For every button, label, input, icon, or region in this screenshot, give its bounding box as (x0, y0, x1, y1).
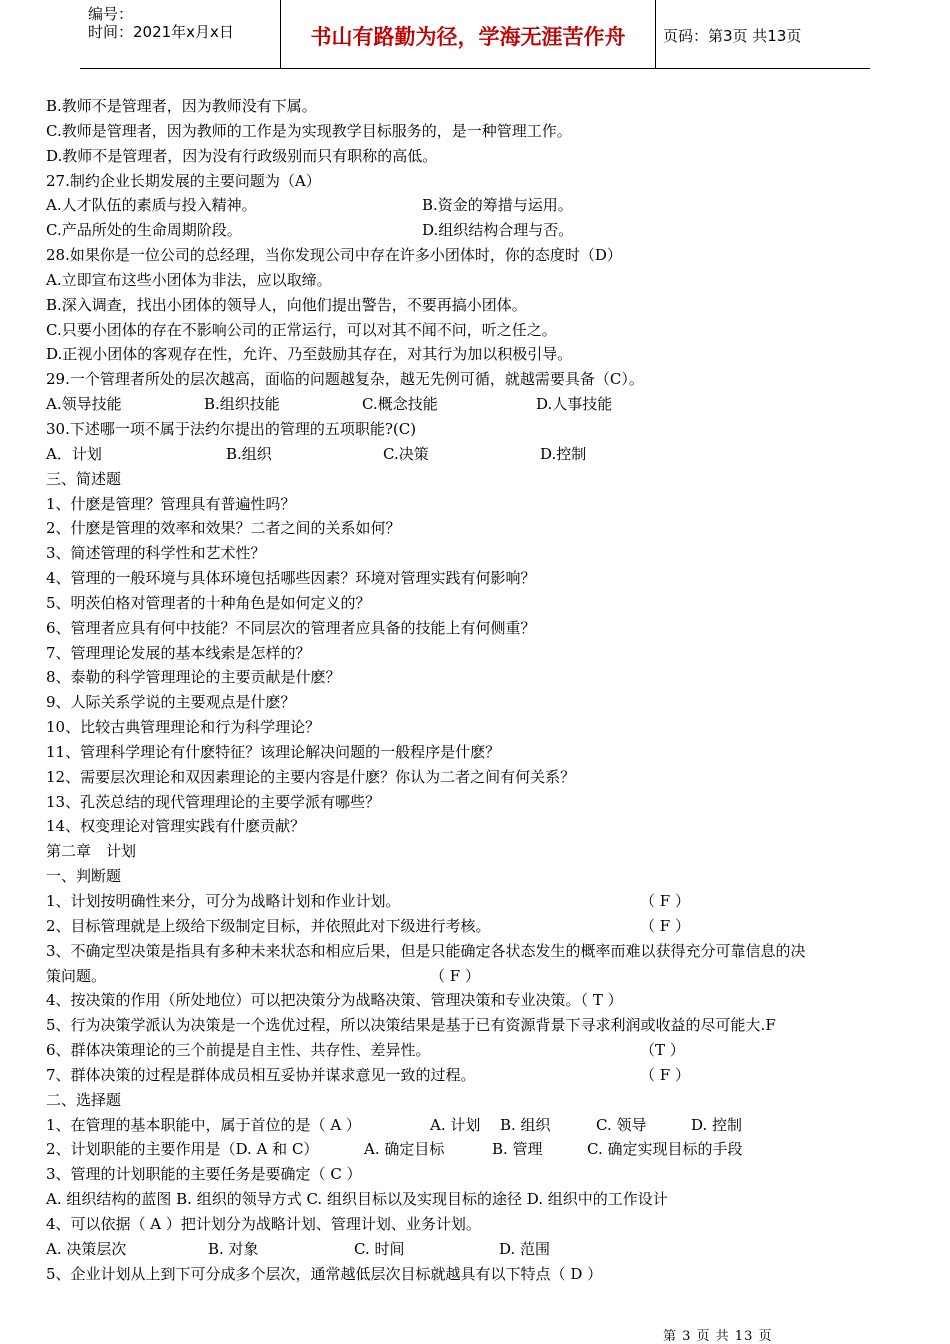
line-text: 4、按决策的作用（所处地位）可以把决策分为战略决策、管理决策和专业决策。（ T ） (46, 991, 623, 1010)
line-text: 11、管理科学理论有什麽特征？该理论解决问题的一般程序是什麽？ (46, 742, 501, 761)
line-option: A. 确定目标 (364, 1140, 445, 1159)
text-line (46, 1113, 906, 1138)
text-line (46, 1038, 906, 1063)
line-text: D.正视小团体的客观存在性，允许、乃至鼓励其存在，对其行为加以积极引导。 (46, 345, 573, 364)
text-line (46, 243, 906, 268)
text-line (46, 765, 906, 790)
line-text: 4、可以依据（ A ）把计划分为战略计划、管理计划、业务计划。 (46, 1214, 481, 1233)
line-option: C. 时间 (354, 1239, 405, 1258)
line-option: （ F ） (640, 916, 690, 935)
line-option: B. 对象 (208, 1239, 259, 1258)
line-option: C. 确定实现目标的手段 (587, 1140, 743, 1159)
text-line (46, 964, 906, 989)
text-line (46, 119, 906, 144)
line-text: 3、简述管理的科学性和艺术性？ (46, 544, 266, 563)
line-option: D.人事技能 (536, 395, 613, 414)
line-text: 5、行为决策学派认为决策是一个选优过程，所以决策结果是基于已有资源背景下寻求利润或收益的尽可能大.F (46, 1016, 776, 1035)
text-line (46, 740, 906, 765)
header-page-cell (655, 0, 870, 68)
text-line (46, 442, 906, 467)
line-text: 30.下述哪一项不属于法约尔提出的管理的五项职能?(C) (46, 419, 417, 438)
text-line (46, 1137, 906, 1162)
text-line (46, 218, 906, 243)
text-line (46, 169, 906, 194)
line-option: D.组织结构合理与否。 (422, 221, 574, 240)
line-text: 5、明茨伯格对管理者的十种角色是如何定义的？ (46, 593, 371, 612)
line-option: （ F ） (640, 1065, 690, 1084)
line-option: D. 控制 (691, 1115, 743, 1134)
line-option: D. 范围 (499, 1239, 551, 1258)
text-line (46, 1187, 906, 1212)
line-option: （T ） (640, 1041, 685, 1060)
page-header (80, 0, 870, 69)
line-text: 6、群体决策理论的三个前提是自主性、共存性、差异性。 (46, 1041, 431, 1060)
text-line (46, 864, 906, 889)
line-text: 12、需要层次理论和双因素理论的主要内容是什麽？你认为二者之间有何关系？ (46, 767, 576, 786)
line-text: D.教师不是管理者，因为没有行政级别而只有职称的高低。 (46, 146, 438, 165)
line-option: C.概念技能 (362, 395, 438, 414)
text-line (46, 1162, 906, 1187)
line-text: 4、管理的一般环境与具体环境包括哪些因素？环境对管理实践有何影响？ (46, 569, 536, 588)
text-line (46, 1262, 906, 1287)
line-text: A. 决策层次 (46, 1239, 127, 1258)
text-line (46, 665, 906, 690)
header-info-cell (80, 0, 280, 68)
line-text: 2、目标管理就是上级给下级制定目标，并依照此对下级进行考核。 (46, 916, 491, 935)
text-line (46, 1063, 906, 1088)
line-text: 29.一个管理者所处的层次越高，面临的问题越复杂，越无先例可循，就越需要具备（C）。 (46, 370, 644, 389)
line-text: A．计划 (46, 444, 102, 463)
line-text: C.产品所处的生命周期阶段。 (46, 221, 242, 240)
text-line (46, 94, 906, 119)
line-text: 10、比较古典管理理论和行为科学理论？ (46, 718, 321, 737)
line-text: A.人才队伍的素质与投入精神。 (46, 196, 257, 215)
line-option: （ F ） (640, 892, 690, 910)
text-line (46, 1212, 906, 1237)
line-text: 1、计划按明确性来分，可分为战略计划和作业计划。 (46, 892, 401, 910)
document-number-label: 编号： (88, 5, 134, 23)
text-line (46, 1013, 906, 1038)
text-line (46, 914, 906, 939)
line-text: A.立即宣布这些小团体为非法，应以取缔。 (46, 270, 332, 289)
text-line (46, 1237, 906, 1262)
text-line (46, 516, 906, 541)
text-line (46, 591, 906, 616)
line-text: 2、计划职能的主要作用是（D. A 和 C） (46, 1140, 319, 1159)
text-line (46, 268, 906, 293)
text-line (46, 392, 906, 417)
header-motto: 书山有路勤为径，学海无涯苦作舟 (310, 25, 626, 49)
text-line (46, 417, 906, 442)
line-text: 1、在管理的基本职能中，属于首位的是（ A ） (46, 1115, 361, 1134)
line-text: A.领导技能 (46, 395, 122, 414)
line-text: 9、人际关系学说的主要观点是什麽？ (46, 693, 296, 712)
line-text: B.深入调查，找出小团体的领导人，向他们提出警告，不要再搞小团体。 (46, 295, 527, 314)
line-text: 一、判断题 (46, 867, 122, 886)
line-option: D.控制 (540, 444, 587, 463)
text-line (46, 889, 906, 914)
line-text: 二、选择题 (46, 1090, 122, 1109)
text-line (46, 715, 906, 740)
text-line (46, 492, 906, 517)
text-line (46, 939, 906, 964)
page-footer: 第 3 页 共 13 页 (663, 1329, 773, 1344)
text-line (46, 193, 906, 218)
line-text: 3、不确定型决策是指具有多种未来状态和相应后果，但是只能确定各状态发生的概率而难以获得充分可靠信息的决 (46, 941, 806, 960)
line-text: A. 组织结构的蓝图 B. 组织的领导方式 C. 组织目标以及实现目标的途径 D. 组织中的工作设计 (46, 1190, 668, 1209)
line-text: 2、什麽是管理的效率和效果？二者之间的关系如何？ (46, 519, 401, 538)
line-text: 27.制约企业长期发展的主要问题为（A） (46, 171, 321, 190)
line-text: 6、管理者应具有何中技能？不同层次的管理者应具备的技能上有何侧重？ (46, 618, 536, 637)
header-page-code: 页码：第3页 共13页 (663, 27, 802, 45)
text-line (46, 988, 906, 1013)
text-line (46, 690, 906, 715)
document-time-label: 时间：2021年x月x日 (88, 23, 234, 41)
text-line (46, 1088, 906, 1113)
header-motto-cell (280, 0, 656, 68)
line-text: 14、权变理论对管理实践有什麽贡献？ (46, 817, 306, 836)
text-line (46, 541, 906, 566)
text-line (46, 616, 906, 641)
line-text: B.教师不是管理者，因为教师没有下属。 (46, 97, 317, 115)
line-option: B.组织技能 (204, 395, 280, 414)
text-line (46, 342, 906, 367)
line-text: 3、管理的计划职能的主要任务是要确定（ C ） (46, 1165, 362, 1184)
text-line (46, 566, 906, 591)
line-text: 8、泰勒的科学管理理论的主要贡献是什麽？ (46, 668, 341, 687)
line-text: 策问题。 (46, 966, 107, 985)
line-text: 5、企业计划从上到下可分成多个层次，通常越低层次目标就越具有以下特点（ D ） (46, 1264, 603, 1283)
text-line (46, 790, 906, 815)
text-line (46, 814, 906, 839)
line-text: 7、管理理论发展的基本线索是怎样的？ (46, 643, 311, 662)
text-line (46, 367, 906, 392)
line-option: C.决策 (383, 444, 429, 463)
line-option: B. 组织 (500, 1115, 551, 1134)
text-line (46, 293, 906, 318)
line-text: 7、群体决策的过程是群体成员相互妥协并谋求意见一致的过程。 (46, 1065, 476, 1084)
line-text: 第二章 计划 (46, 842, 137, 861)
line-text: C.教师是管理者，因为教师的工作是为实现教学目标服务的，是一种管理工作。 (46, 121, 572, 140)
line-option: C. 领导 (596, 1115, 647, 1134)
line-option: B.组织 (226, 444, 272, 463)
line-text: 28.如果你是一位公司的总经理，当你发现公司中存在许多小团体时，你的态度时（D） (46, 246, 622, 265)
document-body (46, 94, 906, 1287)
line-option: B. 管理 (492, 1140, 543, 1159)
line-option: B.资金的筹措与运用。 (422, 196, 573, 215)
text-line (46, 144, 906, 169)
text-line (46, 318, 906, 343)
text-line (46, 839, 906, 864)
line-option: （ F ） (430, 966, 480, 985)
line-option: A. 计划 (430, 1115, 481, 1134)
line-text: 13、孔茨总结的现代管理理论的主要学派有哪些？ (46, 792, 381, 811)
text-line (46, 641, 906, 666)
line-text: 1、什麽是管理？管理具有普遍性吗？ (46, 494, 296, 513)
line-text: 三、简述题 (46, 469, 122, 488)
line-text: C.只要小团体的存在不影响公司的正常运行，可以对其不闻不问，听之任之。 (46, 320, 557, 339)
text-line (46, 467, 906, 492)
